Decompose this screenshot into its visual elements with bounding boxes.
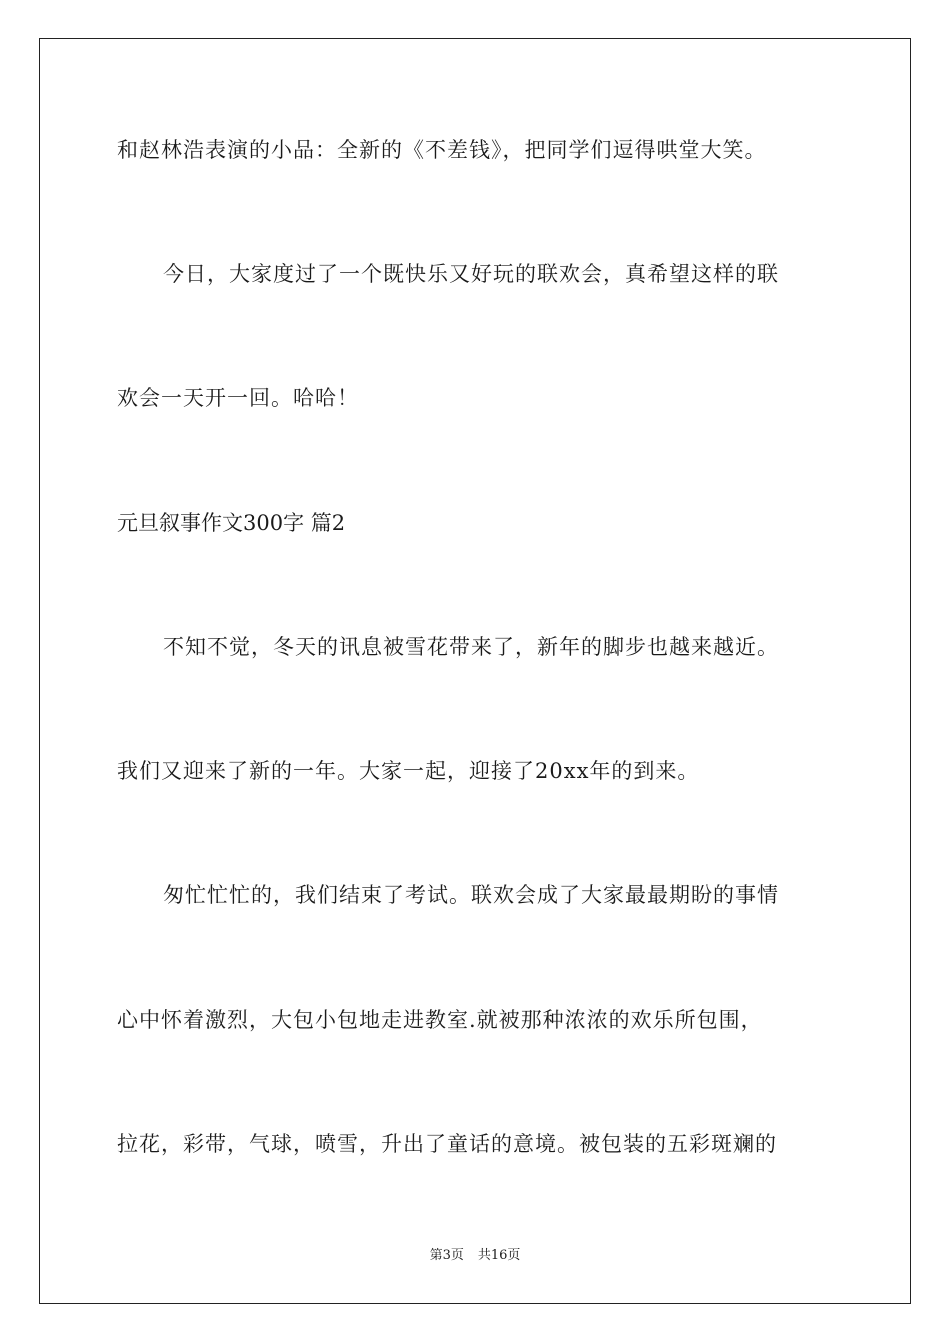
paragraph-line: 匆忙忙忙的，我们结束了考试。联欢会成了大家最最期盼的事情 — [163, 883, 779, 907]
paragraph-line: 欢会一天开一回。哈哈！ — [117, 386, 359, 410]
paragraph-line: 今日，大家度过了一个既快乐又好玩的联欢会，真希望这样的联 — [163, 262, 779, 286]
paragraph-line: 心中怀着激烈，大包小包地走进教室.就被那种浓浓的欢乐所包围， — [117, 1008, 763, 1032]
section-heading: 元旦叙事作文300字 篇2 — [117, 511, 346, 535]
paragraph-line: 和赵林浩表演的小品：全新的《不差钱》，把同学们逗得哄堂大笑。 — [117, 138, 767, 162]
page-frame — [39, 38, 911, 1304]
paragraph-line: 我们又迎来了新的一年。大家一起，迎接了20xx年的到来。 — [117, 759, 700, 783]
page-total: 共16页 — [477, 1248, 521, 1263]
page-footer — [0, 1248, 950, 1264]
paragraph-line: 不知不觉，冬天的讯息被雪花带来了，新年的脚步也越来越近。 — [163, 635, 779, 659]
paragraph-line: 拉花，彩带，气球，喷雪，升出了童话的意境。被包装的五彩斑斓的 — [117, 1132, 777, 1156]
page-number: 第3页 — [429, 1248, 464, 1263]
